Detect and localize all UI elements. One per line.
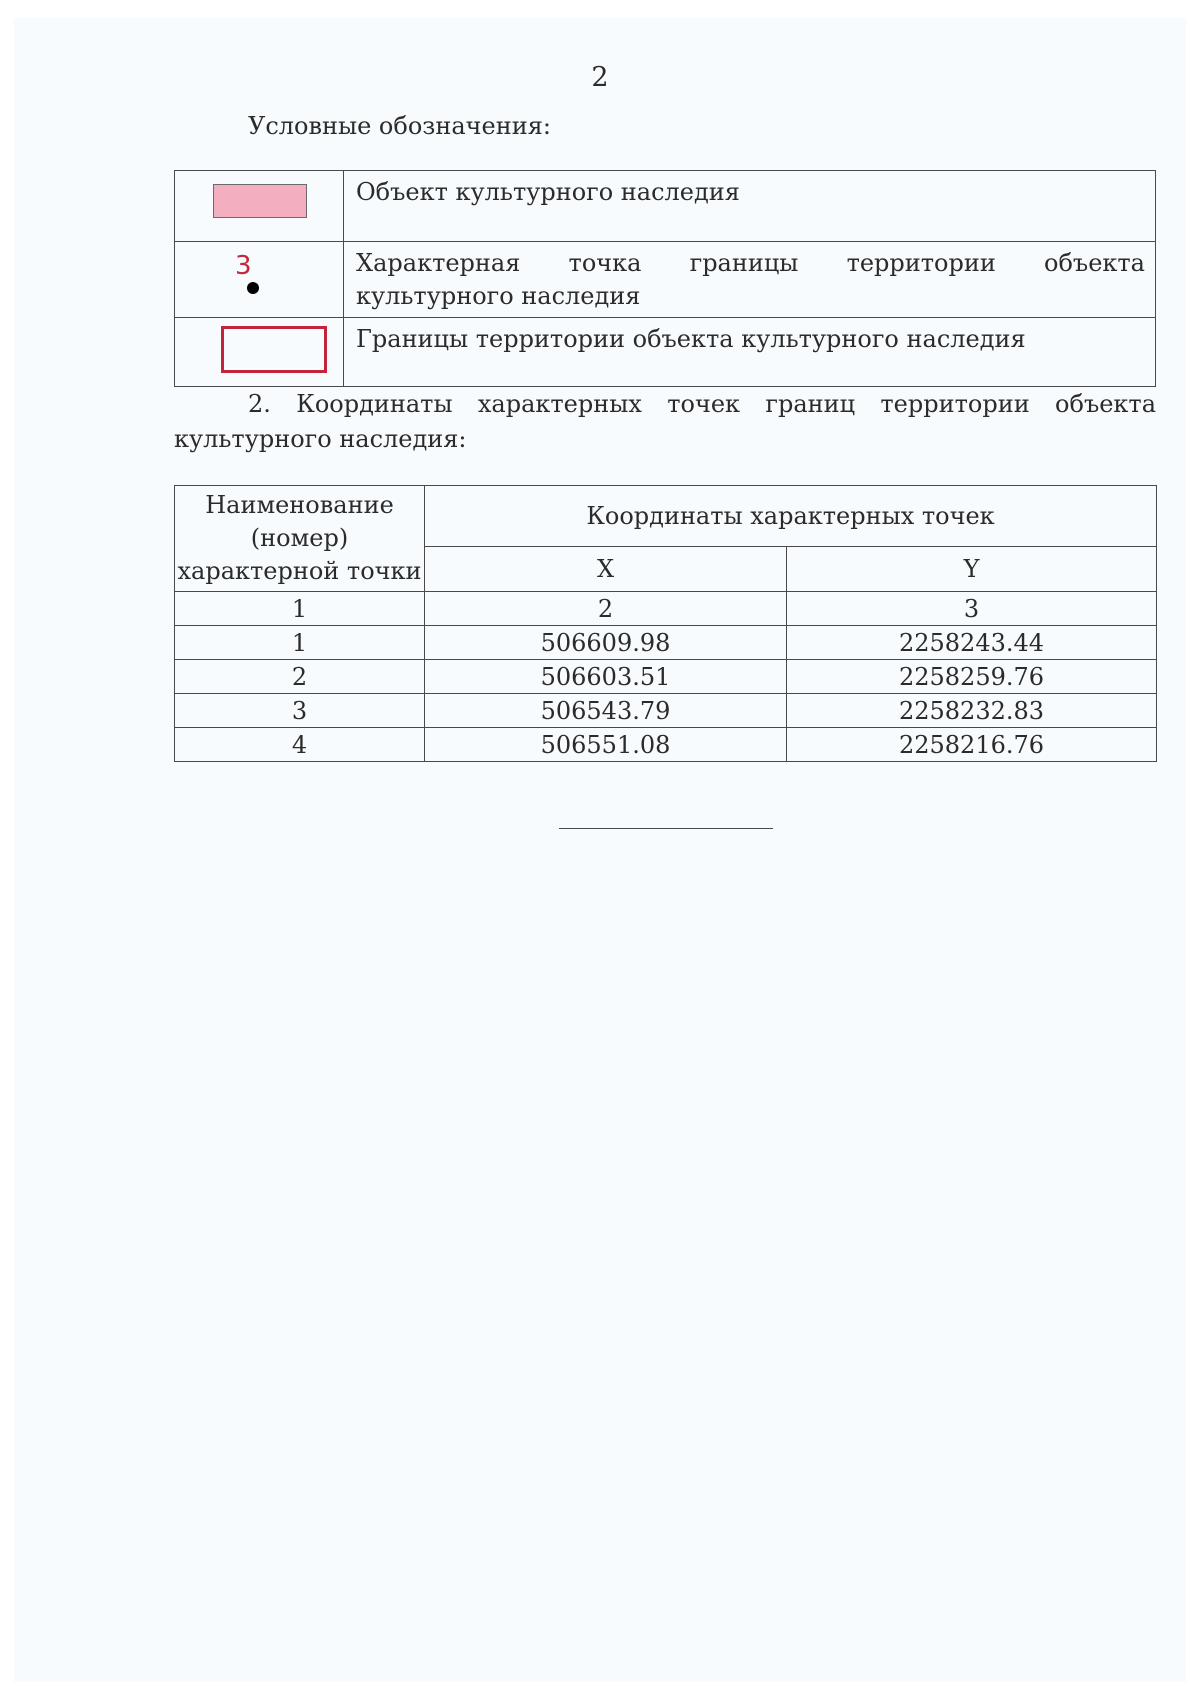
red-outline-rectangle-icon [221, 326, 327, 373]
y-coordinate-cell: 2258232.83 [787, 694, 1157, 728]
legend-label: Характерная точка границы территории объекта культурного наследия [344, 242, 1156, 318]
point-number-cell: 2 [175, 660, 425, 694]
coordinates-table [174, 485, 1157, 762]
point-number-cell: 1 [175, 626, 425, 660]
legend-row [175, 242, 1156, 318]
legend-row [175, 318, 1156, 387]
table-row [175, 694, 1157, 728]
table-row [175, 660, 1157, 694]
x-coordinate-cell: 506603.51 [425, 660, 787, 694]
y-coordinate-cell: 2258259.76 [787, 660, 1157, 694]
pink-area-swatch-icon [213, 184, 307, 218]
y-coordinate-cell: 2258243.44 [787, 626, 1157, 660]
table-row [175, 626, 1157, 660]
column-number: 3 [787, 592, 1157, 626]
x-coordinate-cell: 506551.08 [425, 728, 787, 762]
boundary-point-dot-icon [247, 282, 259, 294]
legend-label: Границы территории объекта культурного наследия [344, 318, 1156, 387]
legend-row [175, 171, 1156, 242]
point-number-cell: 3 [175, 694, 425, 728]
x-coordinate-cell: 506543.79 [425, 694, 787, 728]
header-x: X [425, 547, 787, 592]
x-coordinate-cell: 506609.98 [425, 626, 787, 660]
boundary-point-number: 3 [235, 251, 252, 281]
header-y: Y [787, 547, 1157, 592]
point-number-cell: 4 [175, 728, 425, 762]
header-coordinates-group: Координаты характерных точек [425, 486, 1157, 547]
page-number: 2 [591, 62, 609, 93]
legend-title: Условные обозначения: [248, 112, 551, 140]
legend-symbol-cell [175, 318, 344, 387]
y-coordinate-cell: 2258216.76 [787, 728, 1157, 762]
closing-divider-line [559, 828, 773, 829]
legend-table [174, 170, 1156, 387]
section-heading-paragraph: 2. Координаты характерных точек границ территории объекта культурного наследия: [174, 390, 1156, 453]
table-row [175, 728, 1157, 762]
legend-symbol-cell [175, 171, 344, 242]
table-header-row [175, 486, 1157, 547]
legend-symbol-cell [175, 242, 344, 318]
header-point-name: Наименование (номер) характерной точки [175, 486, 425, 592]
column-number: 1 [175, 592, 425, 626]
legend-label: Объект культурного наследия [344, 171, 1156, 242]
column-number-row [175, 592, 1157, 626]
column-number: 2 [425, 592, 787, 626]
